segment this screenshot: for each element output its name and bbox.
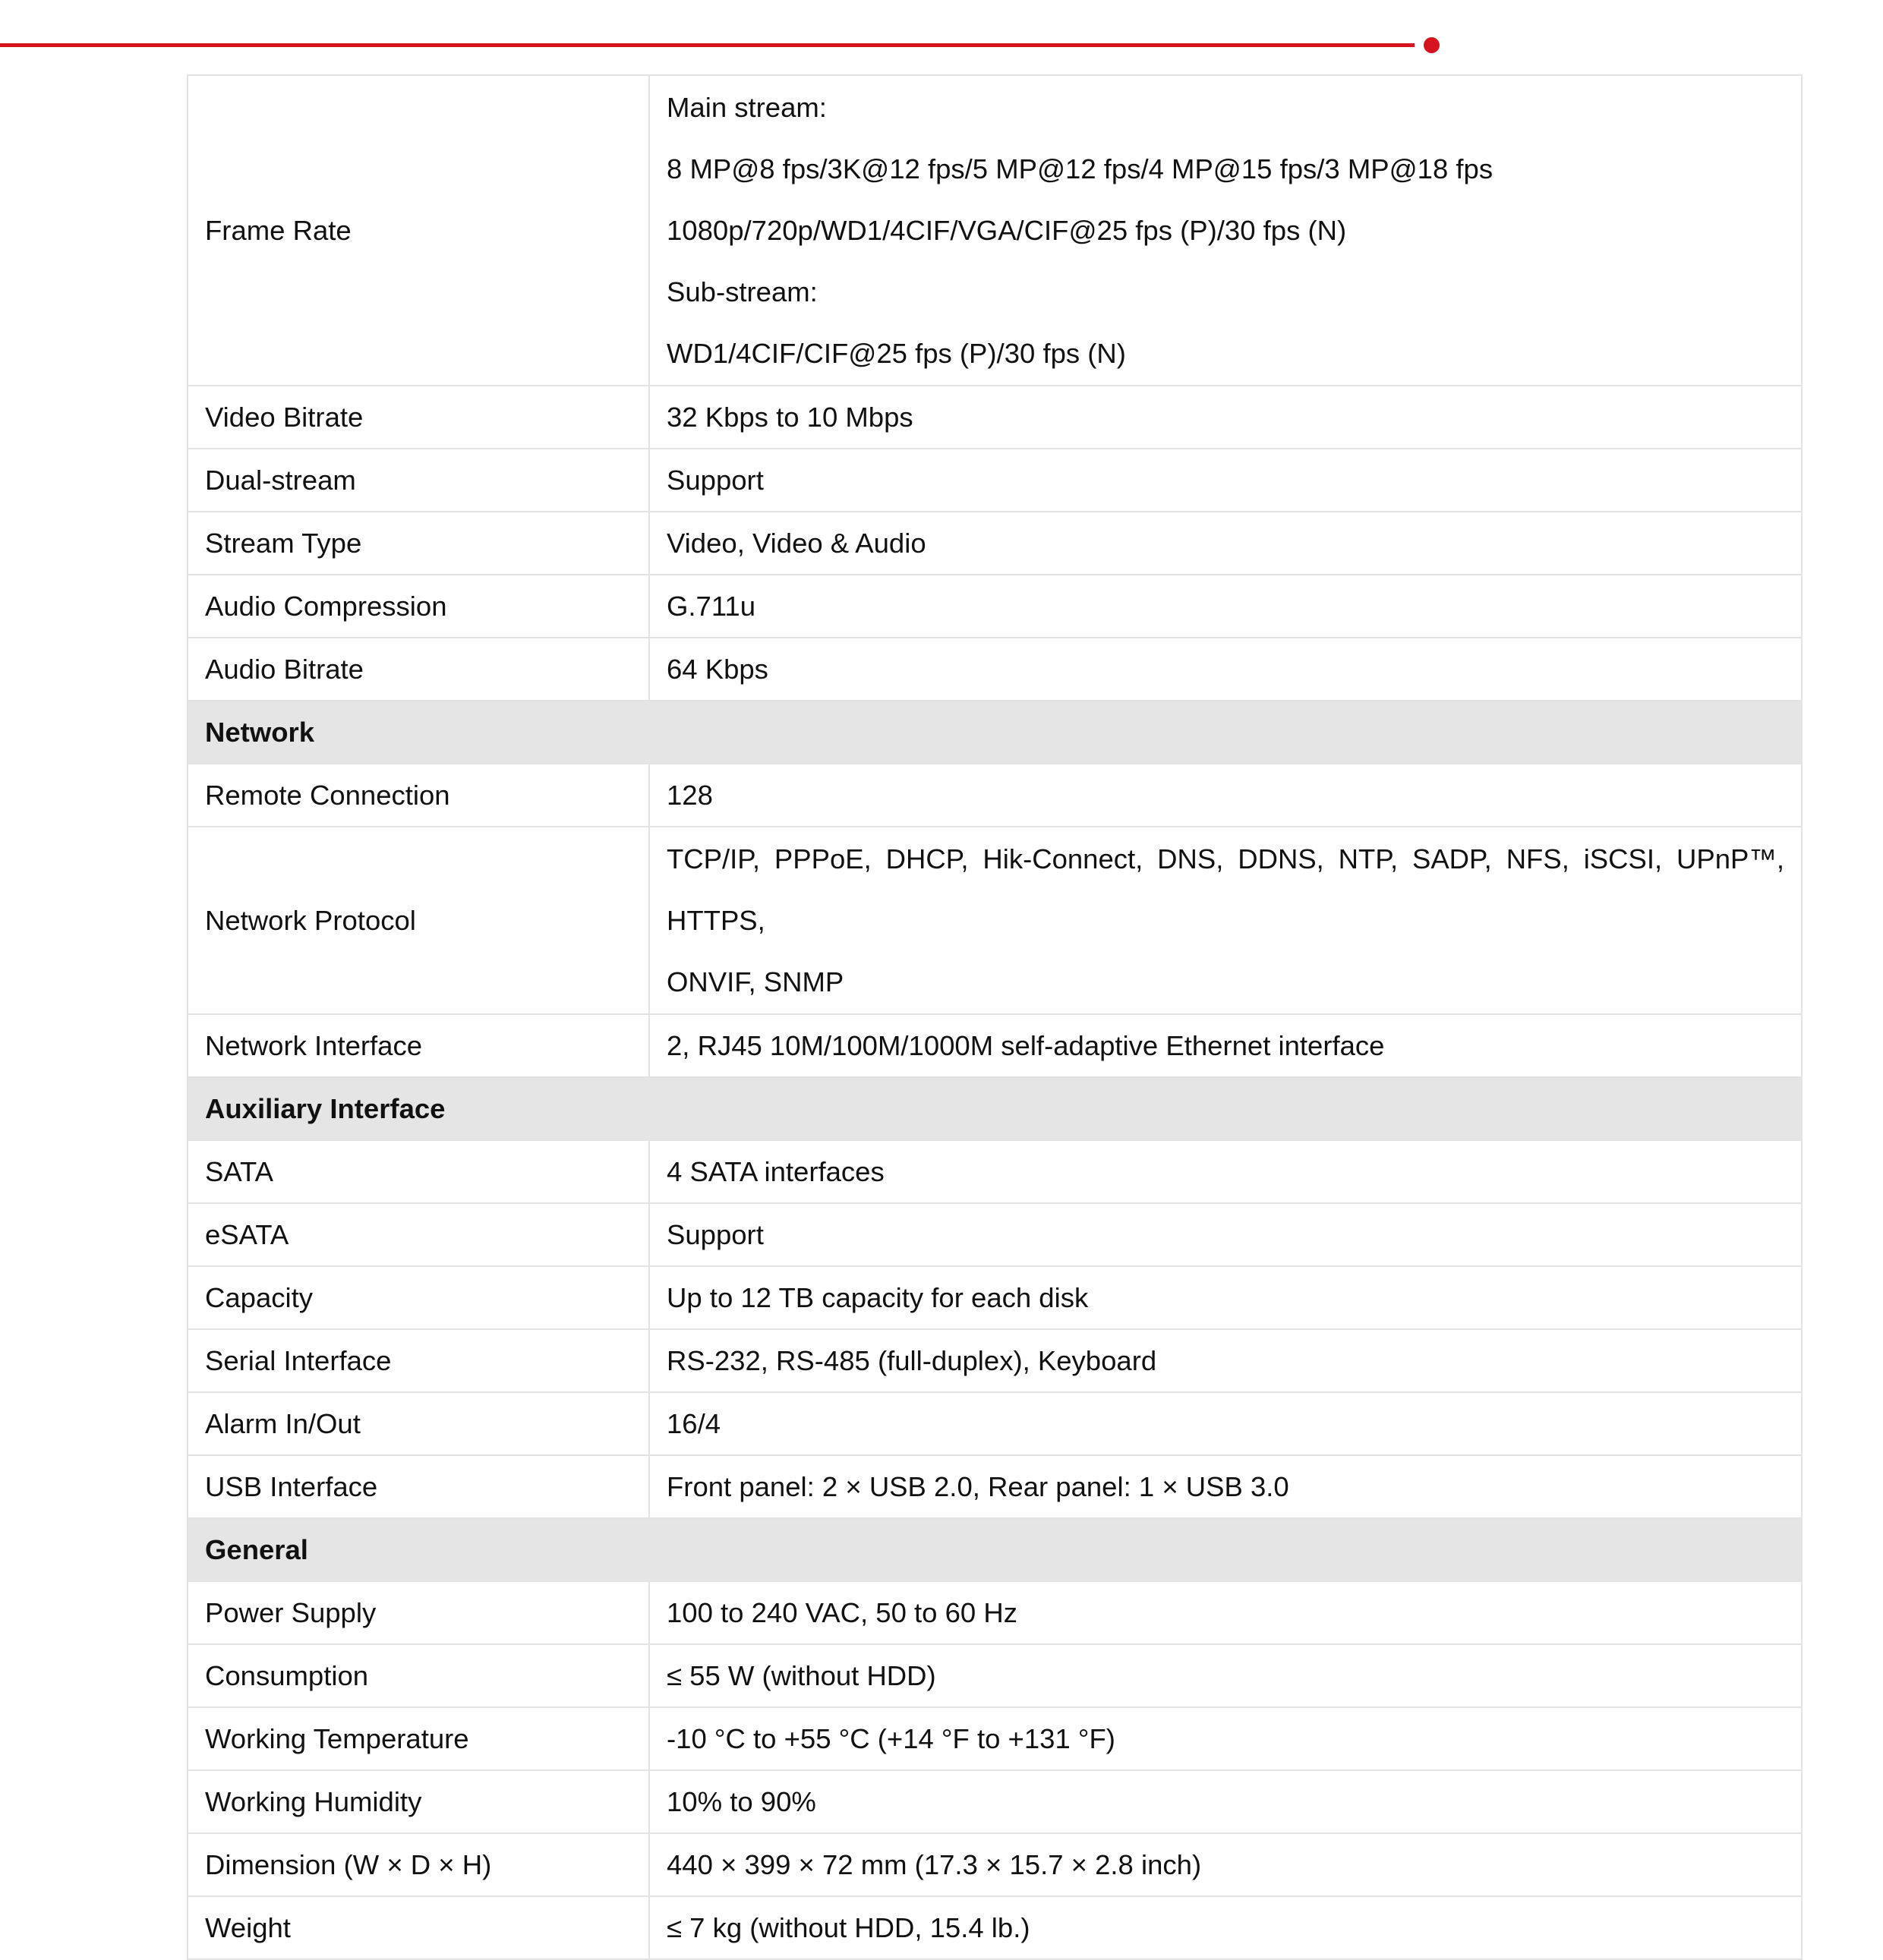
header-rule [0,43,1415,47]
spec-value: Up to 12 TB capacity for each disk [649,1266,1802,1329]
spec-value: 4 SATA interfaces [649,1140,1802,1203]
spec-value: 16/4 [649,1392,1802,1455]
spec-value: Support [649,449,1802,512]
spec-label: Working Humidity [188,1770,649,1833]
table-row [188,1203,1802,1266]
table-row [188,1014,1802,1077]
spec-value: 10% to 90% [649,1770,1802,1833]
table-row [188,1833,1802,1896]
table-row-network-protocol [188,827,1802,1014]
spec-value: 100 to 240 VAC, 50 to 60 Hz [649,1581,1802,1644]
spec-label: Serial Interface [188,1329,649,1392]
spec-table [187,74,1803,1960]
section-header-general [188,1518,1802,1581]
table-row [188,512,1802,575]
spec-value-line: WD1/4CIF/CIF@25 fps (P)/30 fps (N) [667,338,1126,369]
spec-value: -10 °C to +55 °C (+14 °F to +131 °F) [649,1707,1802,1770]
table-row [188,764,1802,827]
spec-value-line: Sub-stream: [667,276,818,307]
spec-value-line: ONVIF, SNMP [667,966,844,997]
section-title: General [188,1518,1802,1581]
spec-value [649,75,1802,386]
spec-label: USB Interface [188,1455,649,1518]
table-row [188,1581,1802,1644]
spec-label: Audio Compression [188,575,649,638]
spec-label: Network Protocol [188,827,649,1014]
spec-value: RS-232, RS-485 (full-duplex), Keyboard [649,1329,1802,1392]
spec-value [649,827,1802,1014]
spec-label: Video Bitrate [188,386,649,449]
table-row [188,1140,1802,1203]
spec-value-line: 8 MP@8 fps/3K@12 fps/5 MP@12 fps/4 MP@15 fps/3 MP@18 fps [667,153,1493,184]
spec-label: eSATA [188,1203,649,1266]
spec-value: Video, Video & Audio [649,512,1802,575]
spec-label: Consumption [188,1644,649,1707]
table-row [188,575,1802,638]
spec-value: 64 Kbps [649,638,1802,701]
spec-label: Working Temperature [188,1707,649,1770]
spec-value: 440 × 399 × 72 mm (17.3 × 15.7 × 2.8 inch) [649,1833,1802,1896]
spec-label: Remote Connection [188,764,649,827]
table-row [188,1266,1802,1329]
table-row [188,1455,1802,1518]
section-header-auxiliary [188,1077,1802,1140]
spec-value: ≤ 7 kg (without HDD, 15.4 lb.) [649,1896,1802,1959]
table-row [188,1770,1802,1833]
table-row [188,386,1802,449]
spec-label: Capacity [188,1266,649,1329]
spec-value: ≤ 55 W (without HDD) [649,1644,1802,1707]
header-rule-dot [1424,37,1440,53]
spec-label: Stream Type [188,512,649,575]
section-title: Network [188,701,1802,764]
table-row [188,1896,1802,1959]
spec-value: 128 [649,764,1802,827]
spec-label: Weight [188,1896,649,1959]
spec-value: Front panel: 2 × USB 2.0, Rear panel: 1 × USB 3.0 [649,1455,1802,1518]
spec-label: Network Interface [188,1014,649,1077]
table-row [188,1392,1802,1455]
section-title: Auxiliary Interface [188,1077,1802,1140]
spec-value-line: Main stream: [667,92,827,123]
spec-value: Support [649,1203,1802,1266]
section-header-network [188,701,1802,764]
table-row [188,449,1802,512]
spec-value: 2, RJ45 10M/100M/1000M self-adaptive Ethernet interface [649,1014,1802,1077]
spec-label: Dimension (W × D × H) [188,1833,649,1896]
spec-label: Alarm In/Out [188,1392,649,1455]
spec-value-line: TCP/IP, PPPoE, DHCP, Hik-Connect, DNS, DDNS, NTP, SADP, NFS, iSCSI, UPnP™, HTTPS, [667,843,1784,936]
table-row [188,1329,1802,1392]
table-row [188,1644,1802,1707]
spec-value-line: 1080p/720p/WD1/4CIF/VGA/CIF@25 fps (P)/30 fps (N) [667,215,1347,246]
spec-label: Audio Bitrate [188,638,649,701]
spec-label: Frame Rate [188,75,649,386]
spec-label: Power Supply [188,1581,649,1644]
table-row [188,638,1802,701]
spec-label: SATA [188,1140,649,1203]
spec-value: G.711u [649,575,1802,638]
spec-value: 32 Kbps to 10 Mbps [649,386,1802,449]
spec-label: Dual-stream [188,449,649,512]
table-row [188,1707,1802,1770]
table-row-frame-rate [188,75,1802,386]
